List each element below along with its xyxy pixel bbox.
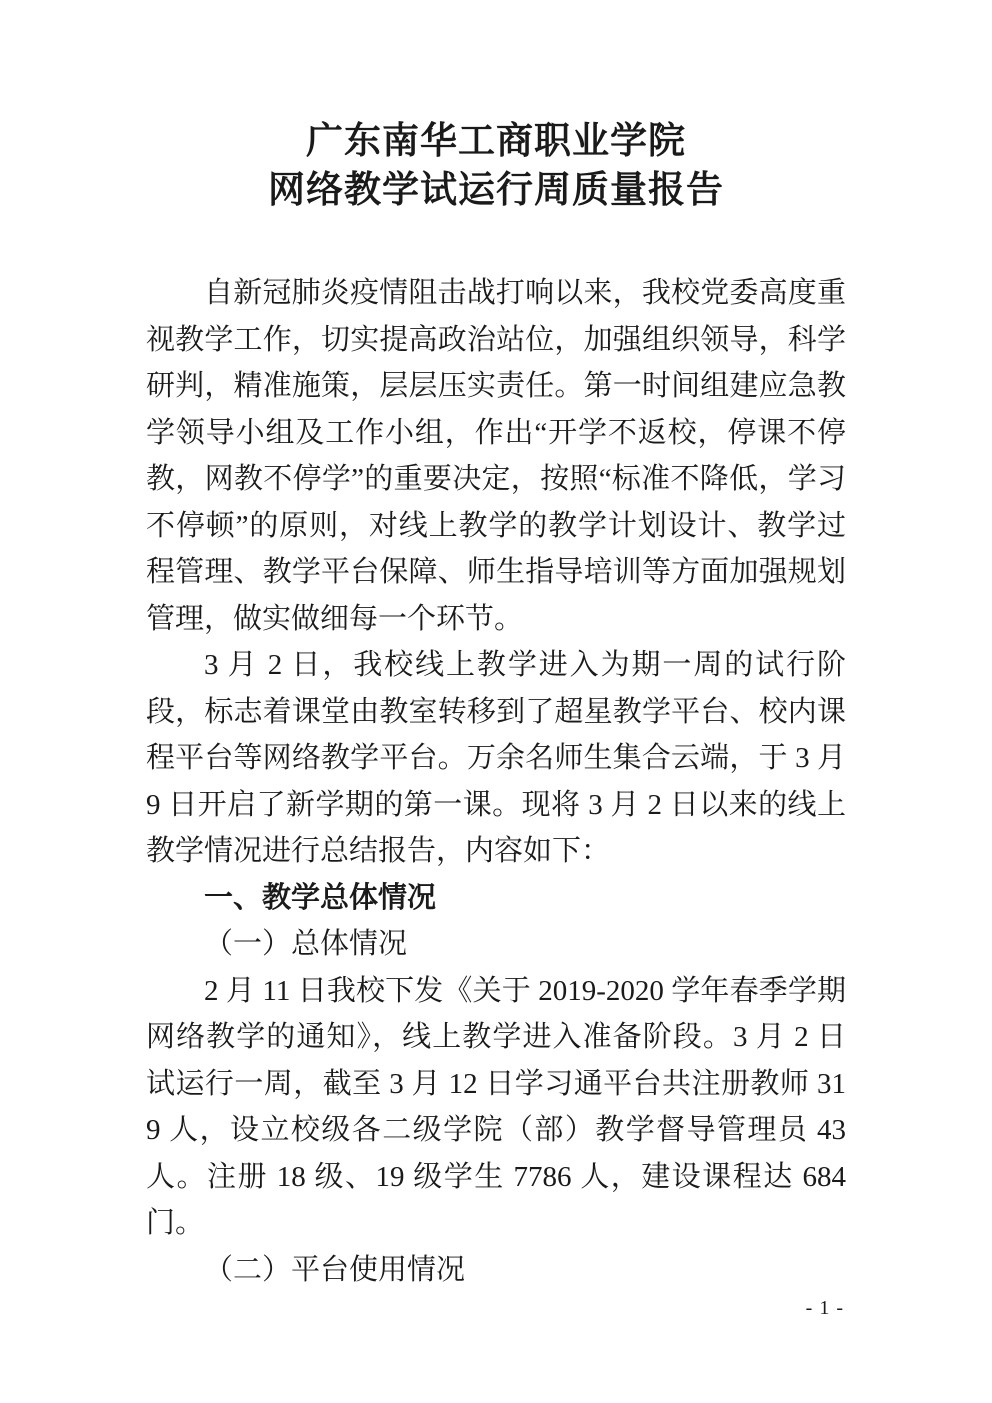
title-line-1: 广东南华工商职业学院 [306,121,686,162]
subsection-heading-general-situation: （一）总体情况 [204,928,408,960]
paragraph-registration-statistics: 2 月 11 日我校下发《关于 2019-2020 学年春季学期网络教学的通知》，线上教学进入准备阶段。3 月 2 日试运行一周，截至 3 月 12 日学习通平台共注册教师 319 人，设立校级各二级学院（部）教学督导管理员 43 人。注册 18 级、19 级学生 7786 人，建设课程达 684 门。 [146,974,846,1239]
title-line-2: 网络教学试运行周质量报告 [268,170,724,211]
document-title [146,117,846,215]
paragraph-trial-launch: 3 月 2 日，我校线上教学进入为期一周的试行阶段，标志着课堂由教室转移到了超星教学平台、校内课程平台等网络教学平台。万余名师生集合云端，于 3 月 9 日开启了新学期的第一课。现将 3 月 2 日以来的线上教学情况进行总结报告，内容如下： [146,649,846,867]
page-number: - 1 - [805,1297,844,1319]
subsection-heading-platform-usage: （二）平台使用情况 [204,1253,466,1286]
section-heading-teaching-overview: 一、教学总体情况 [204,881,437,914]
paragraph-epidemic-intro: 自新冠肺炎疫情阻击战打响以来，我校党委高度重视教学工作，切实提高政治站位，加强组织领导，科学研判，精准施策，层层压实责任。第一时间组建应急教学领导小组及工作小组，作出“开学不返校，停课不停教，网教不停学”的重要决定，按照“标准不降低，学习不停顿”的原则，对线上教学的教学计划设计、教学过程管理、教学平台保障、师生指导培训等方面加强规划管理，做实做细每一个环节。 [146,277,846,635]
